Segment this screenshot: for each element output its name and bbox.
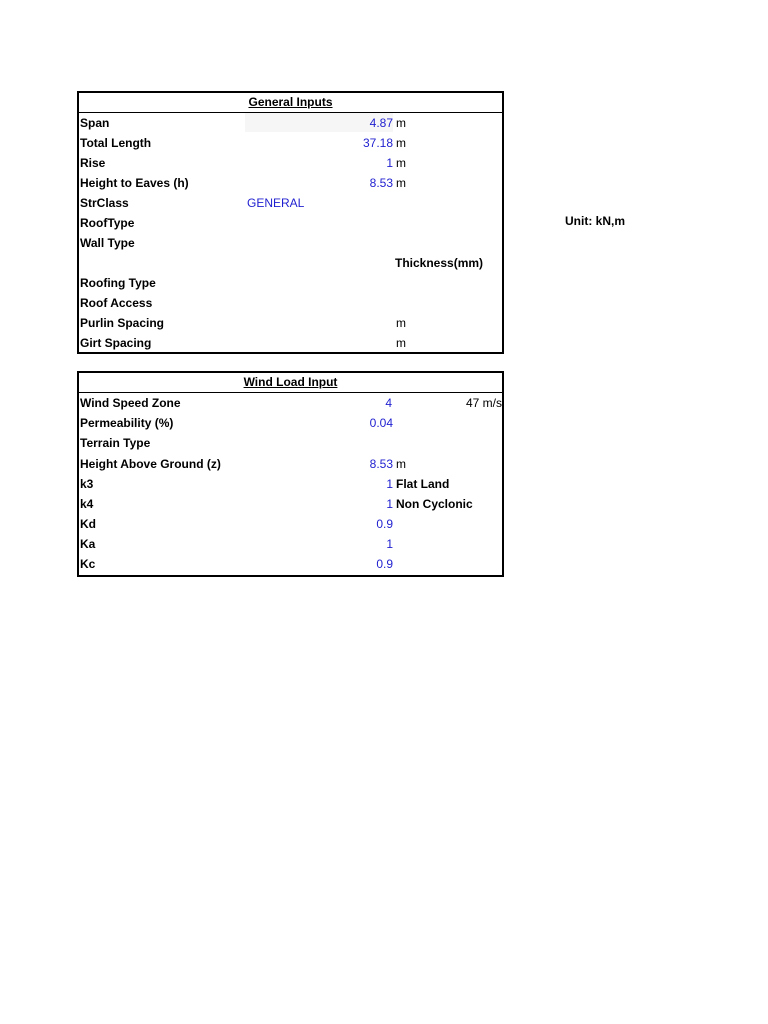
purlin-spacing-label: Purlin Spacing — [80, 316, 165, 330]
k4-row — [79, 494, 502, 514]
rise-row — [79, 153, 502, 173]
height-eaves-row — [79, 173, 502, 193]
strclass-row — [79, 193, 502, 213]
terrain-type-label: Terrain Type — [80, 436, 151, 450]
wind-load-header — [79, 373, 502, 393]
purlin-spacing-unit: m — [396, 316, 406, 330]
wall-type-row — [79, 233, 502, 253]
rooftype-row — [79, 213, 502, 233]
general-inputs-table — [77, 91, 504, 354]
span-row — [79, 113, 502, 133]
rise-unit: m — [396, 156, 406, 170]
k3-value[interactable]: 1 — [386, 477, 393, 491]
height-ground-unit: m — [396, 457, 406, 471]
ka-value[interactable]: 1 — [386, 537, 393, 551]
kc-label: Kc — [80, 557, 96, 571]
wind-load-title: Wind Load Input — [243, 375, 338, 389]
wind-speed-zone-value[interactable]: 4 — [385, 396, 392, 410]
wind-speed-zone-label: Wind Speed Zone — [80, 396, 181, 410]
height-ground-label: Height Above Ground (z) — [80, 457, 221, 471]
permeability-value[interactable]: 0.04 — [369, 416, 393, 430]
height-eaves-value[interactable]: 8.53 — [369, 176, 393, 190]
total-length-label: Total Length — [80, 136, 152, 150]
purlin-spacing-row — [79, 313, 502, 333]
wind-load-table — [77, 371, 504, 577]
height-eaves-label: Height to Eaves (h) — [80, 176, 189, 190]
kc-row — [79, 554, 502, 574]
girt-spacing-label: Girt Spacing — [80, 336, 152, 350]
total-length-unit: m — [396, 136, 406, 150]
roofing-type-label: Roofing Type — [80, 276, 156, 290]
span-value[interactable]: 4.87 — [369, 116, 393, 130]
kd-row — [79, 514, 502, 534]
k4-description: Non Cyclonic — [396, 497, 473, 511]
terrain-type-row — [79, 433, 502, 453]
span-unit: m — [396, 116, 406, 130]
girt-spacing-unit: m — [396, 336, 406, 350]
wall-type-label: Wall Type — [80, 236, 135, 250]
general-inputs-header — [79, 93, 502, 113]
total-length-value[interactable]: 37.18 — [362, 136, 393, 150]
rise-label: Rise — [80, 156, 106, 170]
span-label: Span — [80, 116, 110, 130]
k3-label: k3 — [80, 477, 94, 491]
k4-value[interactable]: 1 — [386, 497, 393, 511]
roof-access-label: Roof Access — [80, 296, 153, 310]
general-inputs-title: General Inputs — [248, 95, 333, 109]
permeability-label: Permeability (%) — [80, 416, 174, 430]
kd-label: Kd — [80, 517, 96, 531]
wind-speed-value: 47 m/s — [465, 396, 502, 410]
girt-spacing-row — [79, 333, 502, 353]
wind-speed-zone-row — [79, 393, 502, 413]
height-ground-row — [79, 454, 502, 474]
thickness-row — [79, 253, 502, 273]
permeability-row — [79, 413, 502, 433]
ka-row — [79, 534, 502, 554]
roof-access-row — [79, 293, 502, 313]
strclass-label: StrClass — [80, 196, 129, 210]
roofing-type-row — [79, 273, 502, 293]
rooftype-label: RoofType — [80, 216, 135, 230]
total-length-row — [79, 133, 502, 153]
k3-description: Flat Land — [396, 477, 450, 491]
ka-label: Ka — [80, 537, 96, 551]
thickness-label: Thickness(mm) — [395, 256, 484, 270]
k4-label: k4 — [80, 497, 94, 511]
strclass-value[interactable]: GENERAL — [247, 196, 305, 210]
unit-note: Unit: kN,m — [565, 214, 625, 228]
height-eaves-unit: m — [396, 176, 406, 190]
rise-value[interactable]: 1 — [386, 156, 393, 170]
height-ground-value[interactable]: 8.53 — [369, 457, 393, 471]
kc-value[interactable]: 0.9 — [376, 557, 393, 571]
kd-value[interactable]: 0.9 — [376, 517, 393, 531]
k3-row — [79, 474, 502, 494]
